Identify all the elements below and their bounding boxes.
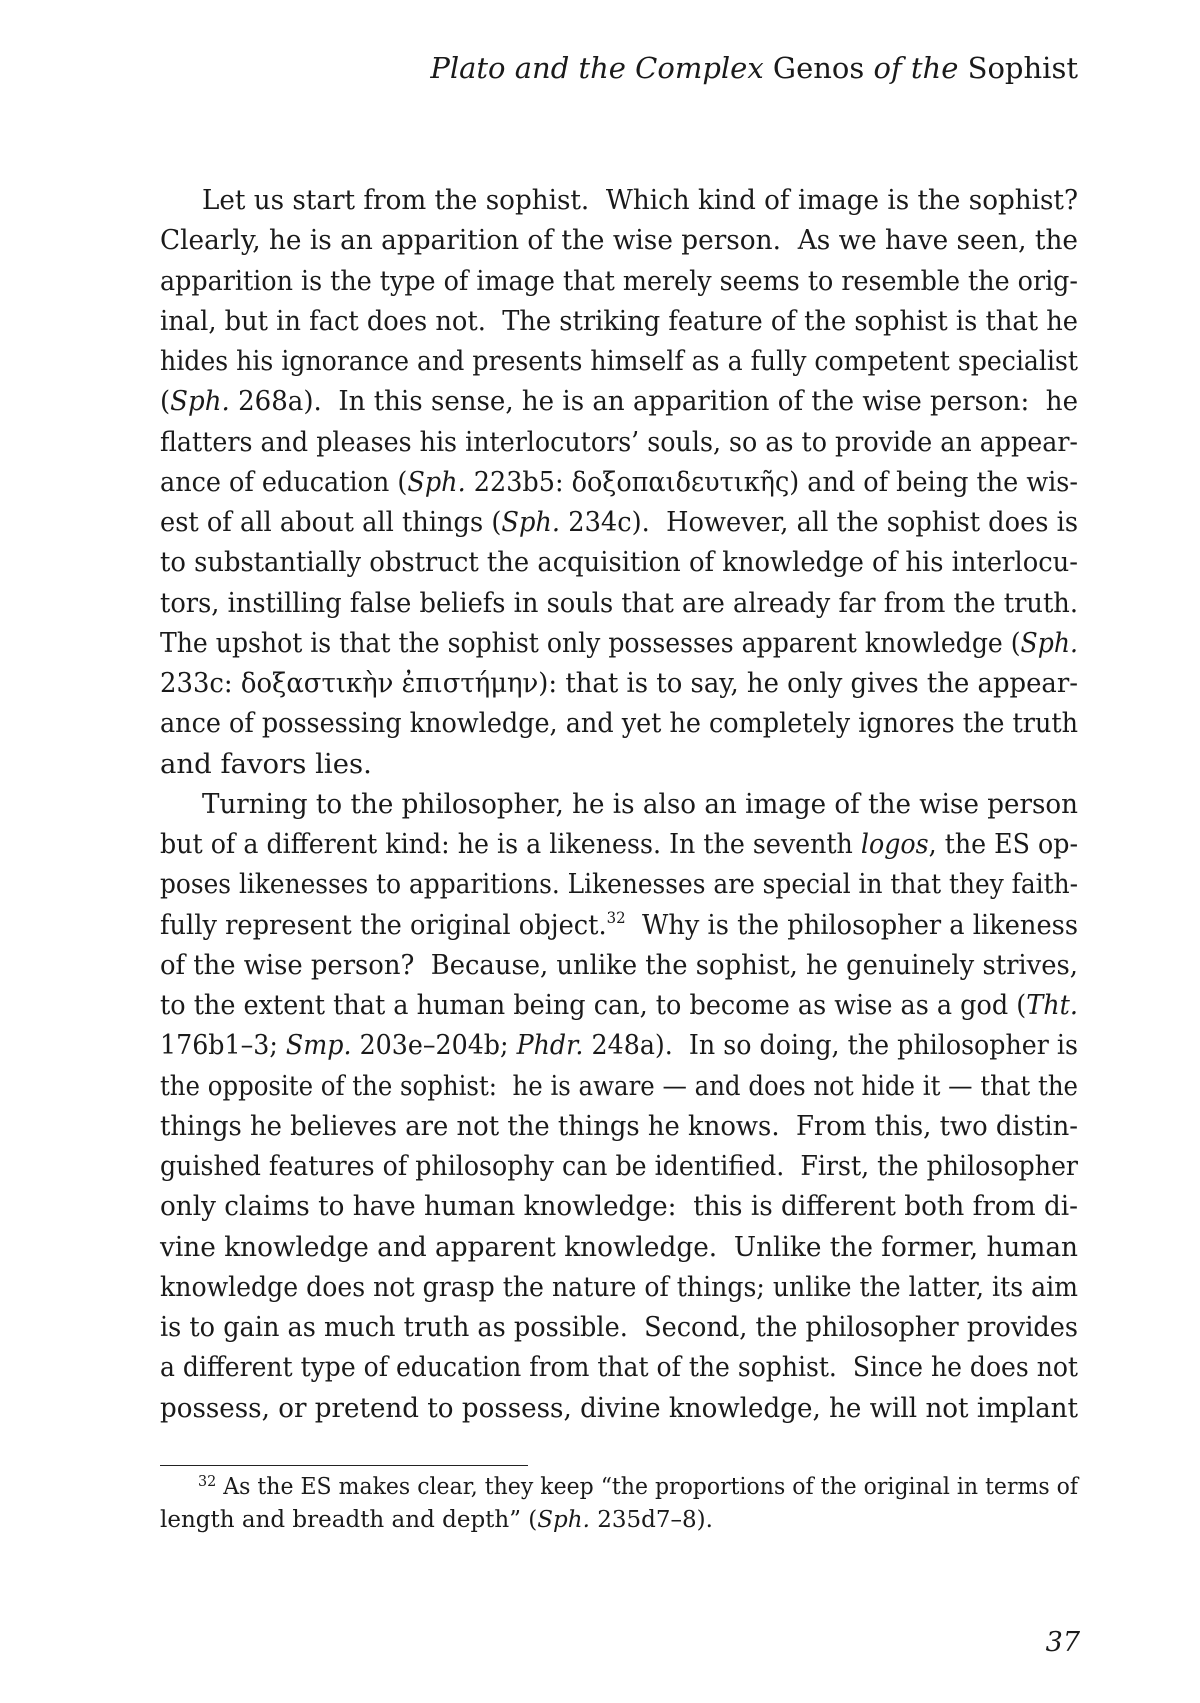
text-line: guished features of philosophy can be identified. First, the philosopher: [160, 1150, 1078, 1182]
text-line: to substantially obstruct the acquisition of knowledge of his interlocu-: [160, 546, 1078, 579]
running-header-part: of the: [873, 51, 959, 85]
running-header-part: Sophist: [958, 51, 1078, 85]
text-line: possess, or pretend to possess, divine knowledge, he will not implant: [160, 1391, 1078, 1424]
footnote-number: 32: [198, 1472, 217, 1490]
body-text: [160, 180, 1078, 1428]
text-line: Clearly, he is an apparition of the wise person. As we have seen, the: [160, 224, 1078, 257]
text-line: inal, but in fact does not. The striking feature of the sophist is that he: [160, 304, 1078, 337]
page-number: 37: [1045, 1627, 1080, 1658]
footnote-line: $^{32}$ As the ES makes clear, they keep “the proportions of the original in terms of: [198, 1472, 1078, 1500]
footnote: [160, 1471, 1078, 1537]
footnote-reference[interactable]: 32: [606, 907, 626, 927]
text-line: but of a different kind: he is a likeness. In the seventh logos, the ES op-: [160, 828, 1078, 860]
text-line: tors, instilling false beliefs in souls that are already far from the truth.: [160, 586, 1078, 619]
paragraph: [160, 784, 1078, 1428]
text-line: and favors lies.: [160, 747, 372, 780]
paragraph: [160, 180, 1078, 784]
text-line: Turning to the philosopher, he is also an image of the wise person: [202, 787, 1078, 820]
text-line: a different type of education from that of the sophist. Since he does not: [160, 1351, 1078, 1384]
text-line: Let us start from the sophist. Which kind of image is the sophist?: [202, 184, 1078, 216]
text-line: is to gain as much truth as possible. Second, the philosopher provides: [160, 1311, 1078, 1343]
text-line: hides his ignorance and presents himself as a fully competent specialist: [160, 345, 1078, 377]
text-line: flatters and pleases his interlocutors’ souls, so as to provide an appear-: [160, 425, 1078, 458]
text-line: the opposite of the sophist: he is aware — and does not hide it — that the: [160, 1069, 1078, 1102]
text-line: of the wise person? Because, unlike the sophist, he genuinely strives,: [160, 948, 1078, 981]
text-line: only claims to have human knowledge: this is different both from di-: [160, 1190, 1078, 1223]
text-line: 233c: δοξαστικὴν ἐπιστήμην): that is to say, he only gives the appear-: [160, 667, 1078, 699]
text-line: ance of education (Sph. 223b5: δοξοπαιδευτικῆς) and of being the wis-: [160, 465, 1078, 498]
text-line: The upshot is that the sophist only possesses apparent knowledge (Sph.: [160, 626, 1078, 659]
text-line: est of all about all things (Sph. 234c). However, all the sophist does is: [160, 506, 1078, 538]
text-line: (Sph. 268a). In this sense, he is an apparition of the wise person: he: [160, 385, 1078, 418]
footnote-line: length and breadth and depth” ( Sph. 235d7–8).: [160, 1507, 713, 1533]
running-header-part: Plato and the Complex: [430, 51, 764, 85]
text-line: knowledge does not grasp the nature of things; unlike the latter, its aim: [160, 1270, 1078, 1303]
text-line: things he believes are not the things he knows. From this, two distin-: [160, 1109, 1078, 1142]
text-line: vine knowledge and apparent knowledge. Unlike the former, human: [160, 1230, 1078, 1263]
text-line: 176b1–3; Smp. 203e–204b; Phdr. 248a). In so doing, the philosopher is: [160, 1029, 1078, 1062]
text-line: poses likenesses to apparitions. Likenesses are special in that they faith-: [160, 868, 1078, 901]
text-line: apparition is the type of image that merely seems to resemble the orig-: [160, 264, 1078, 297]
running-header-part: Genos: [763, 51, 874, 85]
footnote-divider: [160, 1465, 528, 1466]
text-line: ance of possessing knowledge, and yet he completely ignores the truth: [160, 707, 1078, 740]
text-line: fully represent the original object.$^{32}$ Why is the philosopher a likeness: [160, 907, 1078, 941]
running-header: [430, 48, 1078, 88]
text-line: to the extent that a human being can, to become as wise as a god (Tht.: [160, 989, 1078, 1021]
